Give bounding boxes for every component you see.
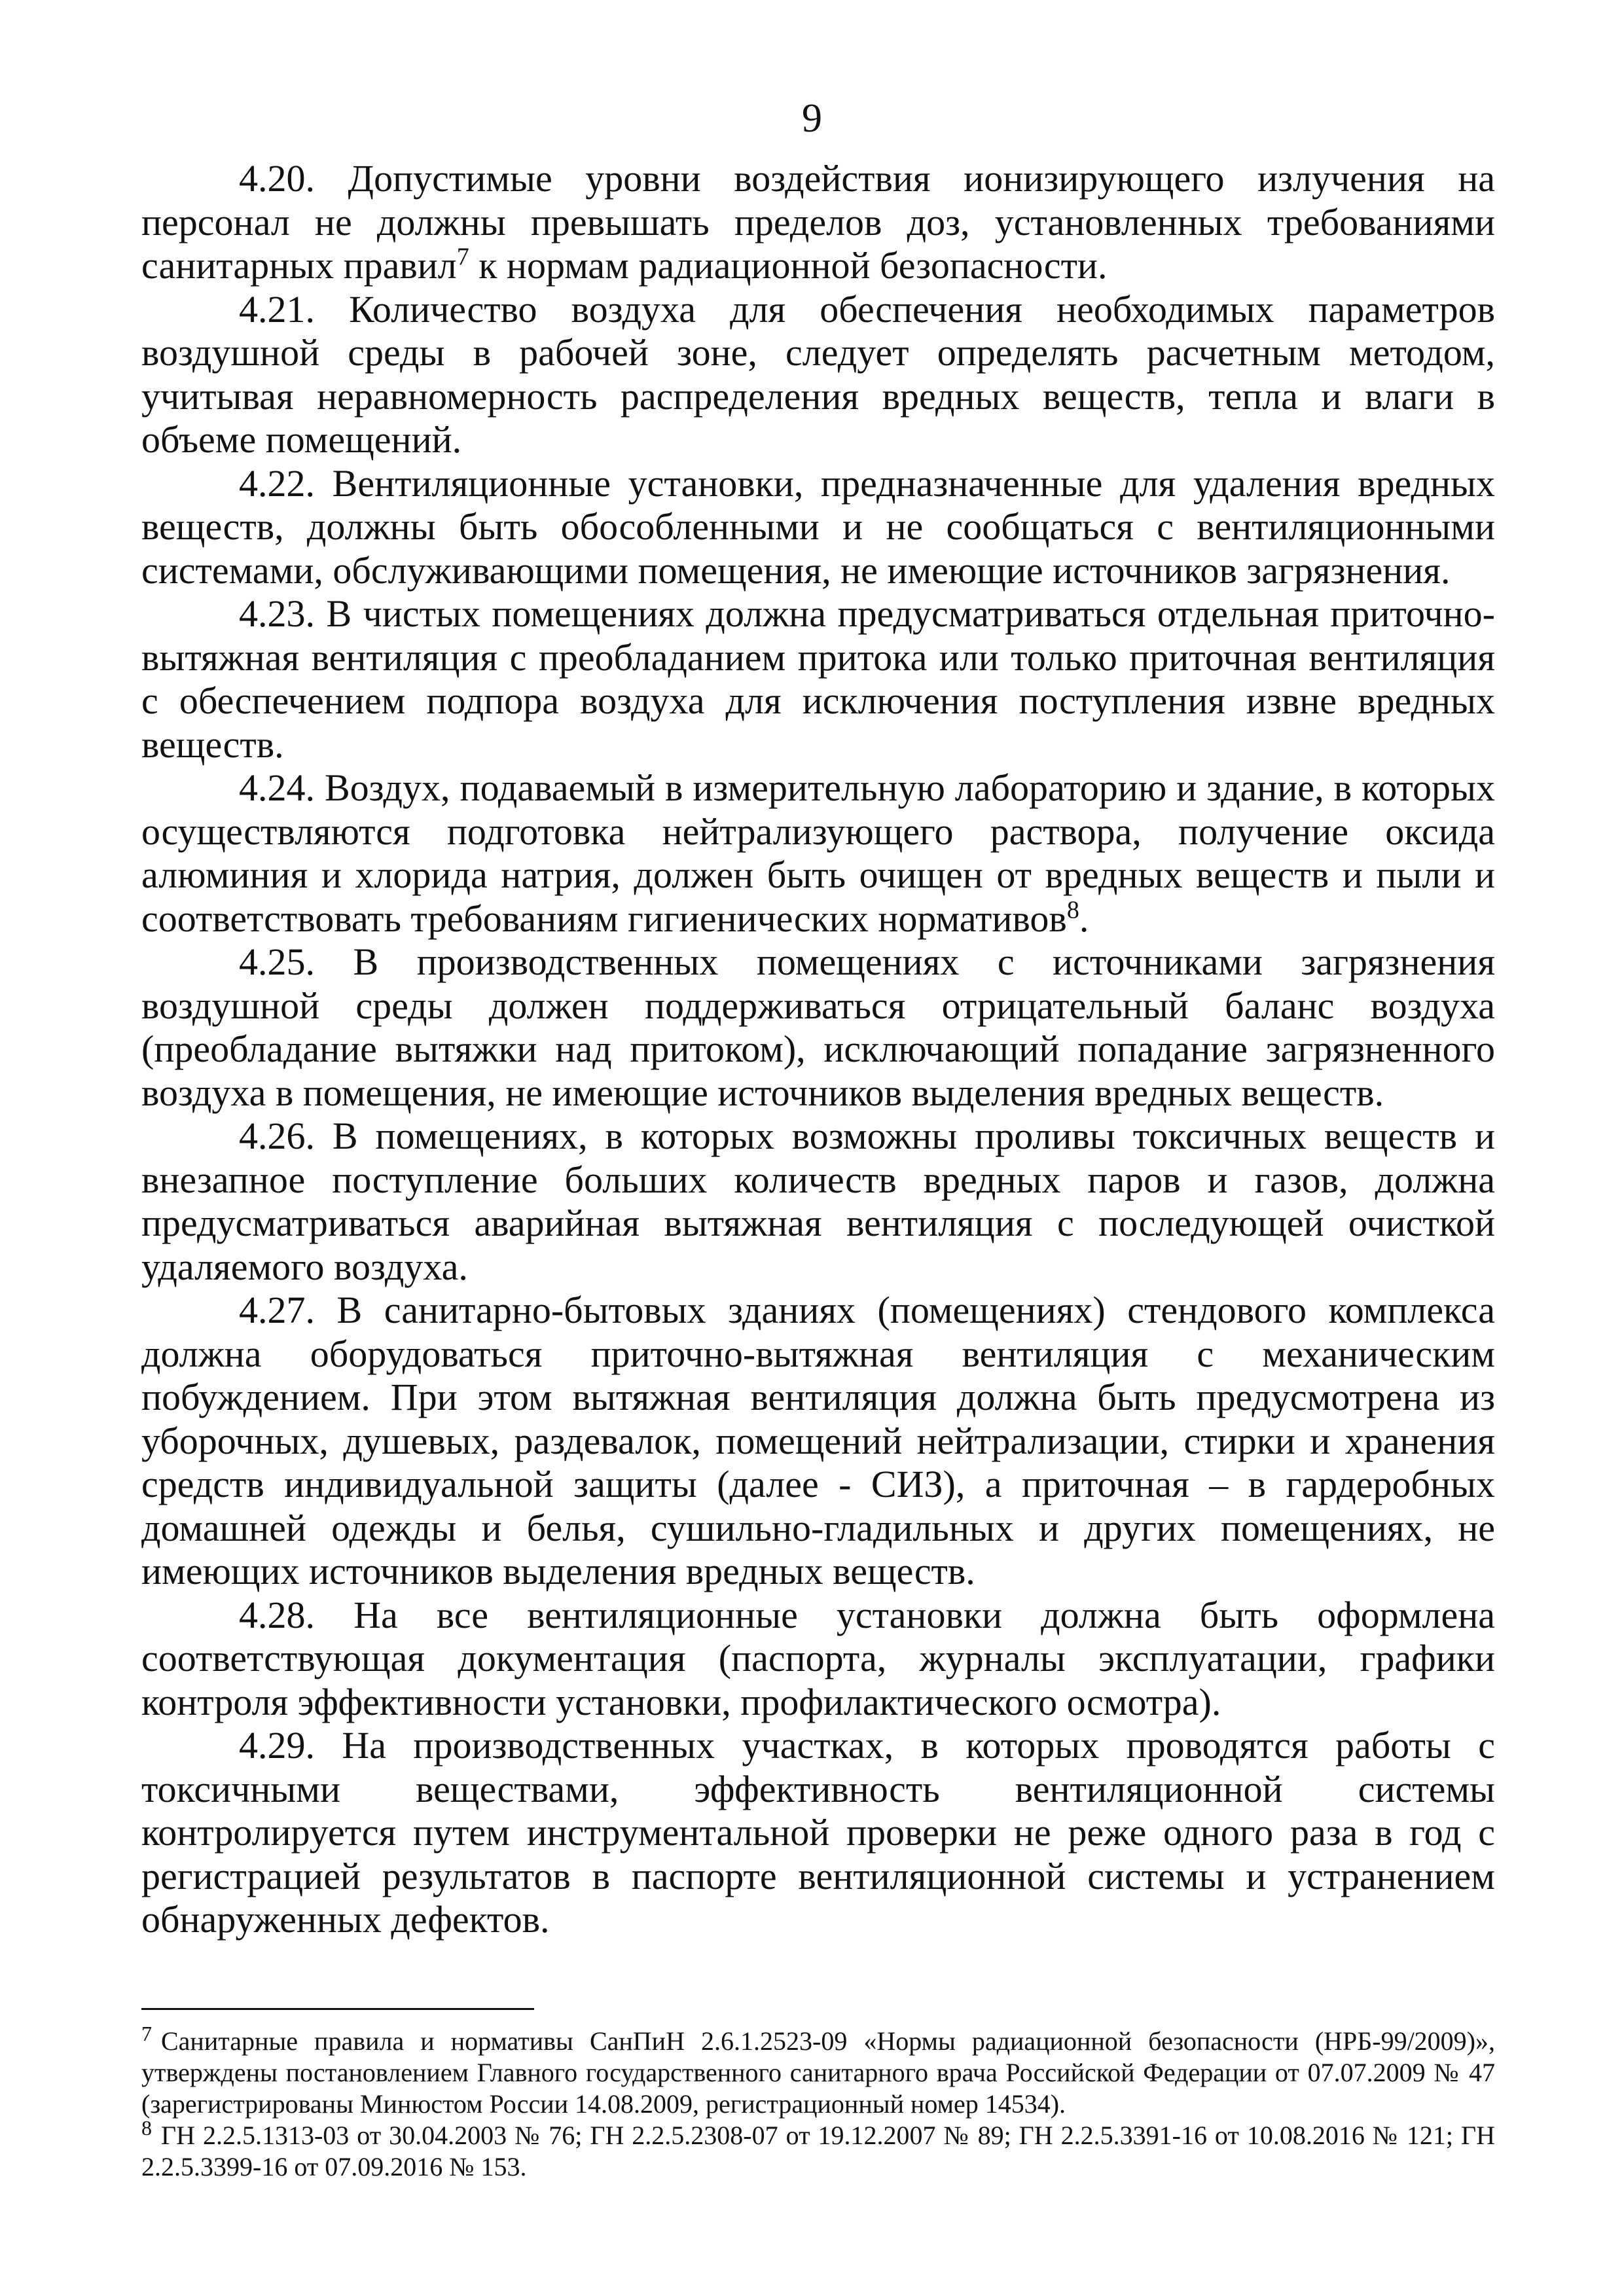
paragraph-text-tail: к нормам радиационной безопасности.	[469, 244, 1108, 287]
footnote-8	[141, 2115, 1495, 2183]
paragraph-4-28: 4.28. На все вентиляционные установки должна быть оформлена соответствующая документация (паспорта, журналы эксплуатации, графики контроля эффективности установки, профилактического осмотра).	[141, 1593, 1495, 1723]
paragraph-4-22: 4.22. Вентиляционные установки, предназначенные для удаления вредных веществ, должны быть обособленными и не сообщаться с вентиляционными системами, обслуживающими помещения, не имеющие источников загрязнения.	[141, 461, 1495, 592]
paragraph-4-20	[141, 157, 1495, 288]
paragraph-text: 4.24. Воздух, подаваемый в измерительную лабораторию и здание, в которых осуществляются подготовка нейтрализующего раствора, получение оксида алюминия и хлорида натрия, должен быть очищен от вредных веществ и пыли и соответствовать требованиям гигиенических нормативов	[141, 766, 1495, 940]
paragraph-4-26: 4.26. В помещениях, в которых возможны проливы токсичных веществ и внезапное поступление больших количеств вредных паров и газов, должна предусматриваться аварийная вытяжная вентиляция с последующей очисткой удаляемого воздуха.	[141, 1115, 1495, 1288]
footnote-mark: 7	[141, 2021, 152, 2045]
paragraph-4-24	[141, 766, 1495, 941]
footnote-separator	[141, 2008, 534, 2010]
paragraph-4-25: 4.25. В производственных помещениях с источниками загрязнения воздушной среды должен поддерживаться отрицательный баланс воздуха (преобладание вытяжки над притоком), исключающий попадание загрязненного воздуха в помещения, не имеющие источников выделения вредных веществ.	[141, 941, 1495, 1114]
footnote-mark: 8	[141, 2115, 152, 2140]
paragraph-text: 4.20. Допустимые уровни воздействия ионизирующего излучения на персонал не должны превышать пределов доз, установленных требованиями санитарных правил	[141, 157, 1495, 287]
paragraph-text-tail: .	[1079, 897, 1089, 940]
paragraph-4-21: 4.21. Количество воздуха для обеспечения необходимых параметров воздушной среды в рабочей зоне, следует определять расчетным методом, учитывая неравномерность распределения вредных веществ, тепла и влаги в объеме помещений.	[141, 287, 1495, 461]
page-number: 9	[802, 96, 822, 141]
paragraph-4-23: 4.23. В чистых помещениях должна предусматриваться отдельная приточно-вытяжная вентиляция с преобладанием притока или только приточная вентиляция с обеспечением подпора воздуха для исключения поступления извне вредных веществ.	[141, 592, 1495, 766]
paragraph-4-27: 4.27. В санитарно-бытовых зданиях (помещениях) стендового комплекса должна оборудоваться приточно-вытяжная вентиляция с механическим побуждением. При этом вытяжная вентиляция должна быть предусмотрена из уборочных, душевых, раздевалок, помещений нейтрализации, стирки и хранения средств индивидуальной защиты (далее - СИЗ), а приточная – в гардеробных домашней одежды и белья, сушильно-гладильных и других помещениях, не имеющих источников выделения вредных веществ.	[141, 1289, 1495, 1592]
paragraph-4-29: 4.29. На производственных участках, в которых проводятся работы с токсичными веществами, эффективность вентиляционной системы контролируется путем инструментальной проверки не реже одного раза в год с регистрацией результатов в паспорте вентиляционной системы и устранением обнаруженных дефектов.	[141, 1724, 1495, 1941]
footnote-ref-8: 8	[1066, 896, 1079, 924]
document-body	[141, 157, 1495, 1942]
footnote-7	[141, 2021, 1495, 2120]
footnote-ref-7: 7	[456, 243, 469, 271]
footnotes	[141, 2021, 1495, 2183]
footnote-text: ГН 2.2.5.1313-03 от 30.04.2003 № 76; ГН 2.2.5.2308-07 от 19.12.2007 № 89; ГН 2.2.5.3391-16 от 10.08.2016 № 121; ГН 2.2.5.3399-16 от 07.09.2016 № 153.	[141, 2121, 1495, 2181]
footnote-text: Санитарные правила и нормативы СанПиН 2.6.1.2523-09 «Нормы радиационной безопасности (НРБ-99/2009)», утверждены постановлением Главного государственного санитарного врача Российской Федерации от 07.07.2009 № 47 (зарегистрированы Минюстом России 14.08.2009, регистрационный номер 14534).	[141, 2026, 1495, 2119]
